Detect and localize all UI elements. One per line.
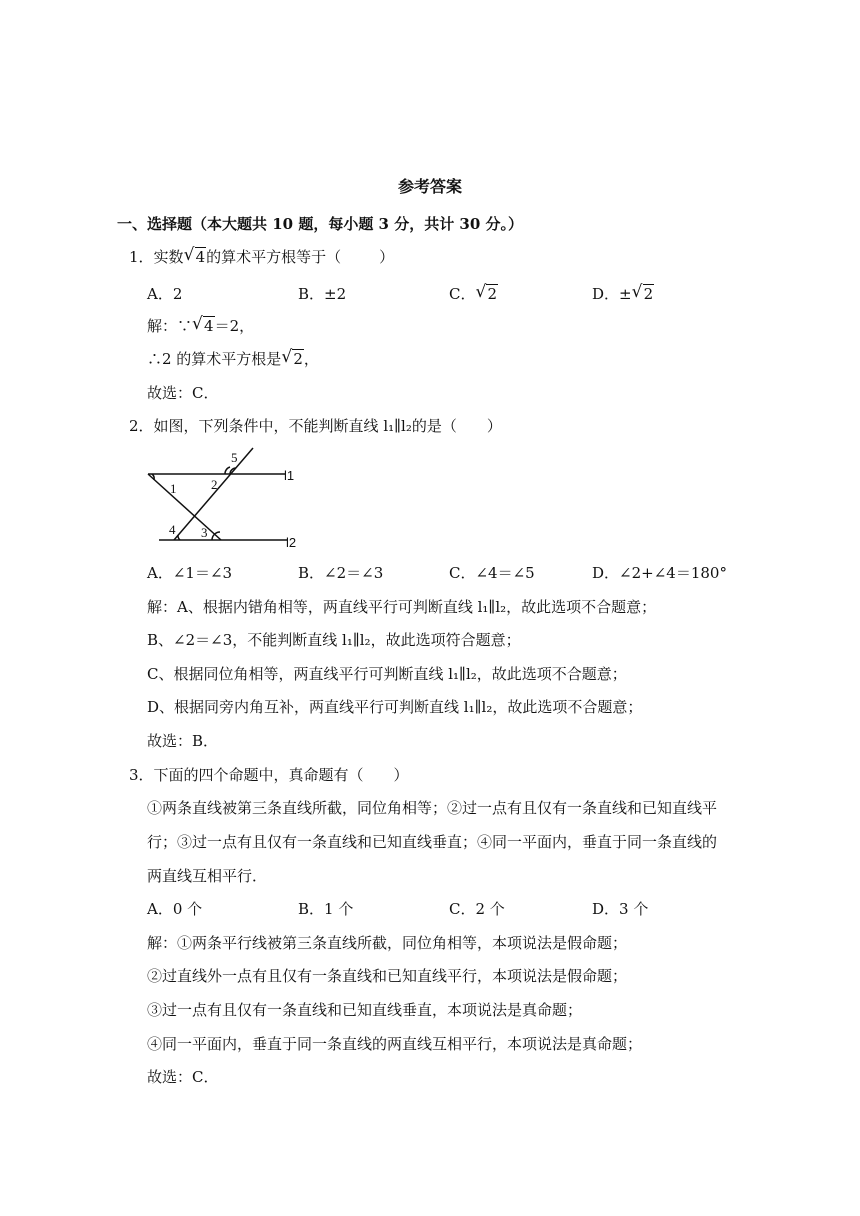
q2-solution-line: B、∠2＝∠3，不能判断直线 l₁∥l₂，故此选项符合题意； (147, 631, 521, 649)
q2-option-b: B．∠2＝∠3 (298, 564, 384, 582)
question-number: 3． (129, 766, 154, 784)
q3-solution-line: ④同一平面内，垂直于同一条直线的两直线互相平行，本项说法是真命题； (147, 1035, 643, 1053)
angle-label-2: 2 (211, 477, 218, 492)
q1-option-a: A．2 (147, 285, 183, 303)
q3-answer: 故选：C． (147, 1068, 219, 1086)
angle-label-1: 1 (170, 481, 177, 496)
page-title: 参考答案 (397, 177, 462, 196)
q3-solution-line: ③过一点有且仅有一条直线和已知直线垂直，本项说法是真命题； (147, 1001, 583, 1019)
q3-body-line: ①两条直线被第三条直线所截，同位角相等；②过一点有且仅有一条直线和已知直线平 (147, 799, 718, 817)
question-number: 1． (129, 248, 154, 266)
question-1-stem: 1．实数 √ 4的算术平方根等于（ ） (129, 245, 395, 266)
sqrt-symbol: √ 2 (281, 347, 303, 368)
q3-body-line: 两直线互相平行． (147, 867, 268, 885)
angle-arc-2 (225, 467, 230, 474)
q2-option-d: D．∠2+∠4＝180° (592, 564, 727, 582)
q1-option-d: D．± √ 2 (592, 282, 654, 303)
q1-option-b: B．±2 (298, 285, 347, 303)
sqrt-symbol: √ 4 (183, 245, 206, 266)
angle-label-3: 3 (201, 525, 208, 540)
sqrt-symbol: √ 2 (475, 282, 498, 303)
section-heading: 一、选择题（本大题共 10 题，每小题 3 分，共计 30 分。） (117, 215, 524, 233)
line-label-l2: l2 (286, 535, 297, 550)
q2-answer: 故选：B． (147, 732, 219, 750)
q2-solution-line: C、根据同位角相等，两直线平行可判断直线 l₁∥l₂，故此选项不合题意； (147, 665, 627, 683)
q3-body-line: 行；③过一点有且仅有一条直线和已知直线垂直；④同一平面内，垂直于同一条直线的 (147, 833, 718, 851)
q1-option-c: C． √ 2 (449, 282, 498, 303)
q2-option-c: C．∠4＝∠5 (449, 564, 535, 582)
q3-option-c: C．2 个 (449, 900, 505, 918)
angle-label-5: 5 (231, 450, 238, 465)
q3-option-d: D．3 个 (592, 900, 649, 918)
parallel-lines-figure (140, 445, 310, 555)
sqrt-symbol: √ 2 (631, 282, 654, 303)
q1-solution-line-2: ∴2 的算术平方根是 √ 2， (147, 347, 319, 368)
line-label-l1: l1 (284, 468, 295, 483)
q3-option-b: B．1 个 (298, 900, 354, 918)
question-number: 2． (129, 417, 154, 435)
q1-solution-line-1: 解：∵ √ 4＝2， (147, 314, 255, 335)
q3-option-a: A．0 个 (147, 900, 203, 918)
q2-solution-line: 解：A、根据内错角相等，两直线平行可判断直线 l₁∥l₂，故此选项不合题意； (147, 598, 657, 616)
question-2-stem: 2．如图，下列条件中，不能判断直线 l₁∥l₂的是（ ） (129, 417, 502, 435)
q1-answer: 故选：C． (147, 384, 219, 402)
sqrt-symbol: √ 4 (192, 314, 214, 335)
angle-label-4: 4 (169, 522, 176, 537)
transversal-right (174, 448, 253, 540)
q3-solution-line: ②过直线外一点有且仅有一条直线和已知直线平行，本项说法是假命题； (147, 967, 628, 985)
q2-option-a: A．∠1＝∠3 (147, 564, 233, 582)
q3-solution-line: 解：①两条平行线被第三条直线所截，同位角相等，本项说法是假命题； (147, 934, 628, 952)
q2-solution-line: D、根据同旁内角互补，两直线平行可判断直线 l₁∥l₂，故此选项不合题意； (147, 698, 643, 716)
question-3-stem: 3．下面的四个命题中，真命题有（ ） (129, 766, 409, 784)
